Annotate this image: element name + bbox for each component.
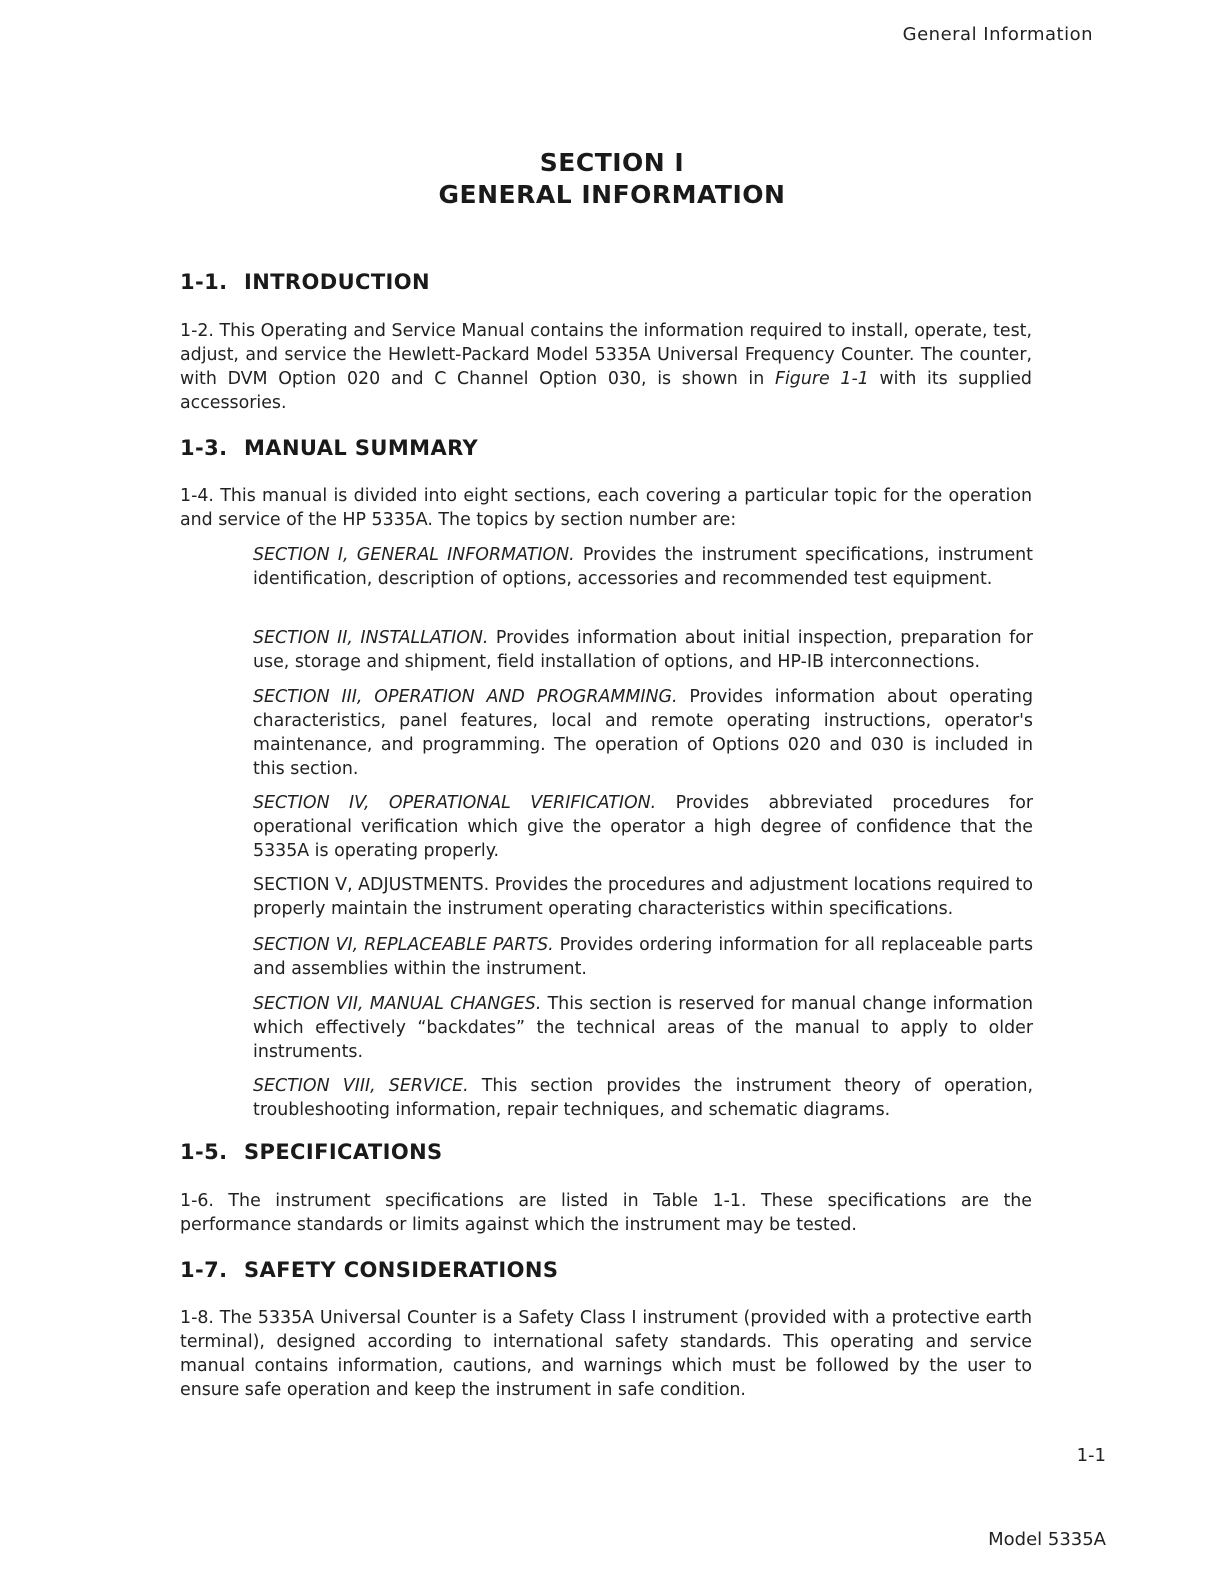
running-header: General Information (902, 24, 1093, 45)
paragraph-1-6: 1-6. The instrument specifications are listed in Table 1-1. These specifications are the performance standards or limits against which the instrument may be tested. (180, 1191, 1032, 1235)
model-footer: Model 5335A (988, 1529, 1106, 1550)
heading-introduction: 1-1. INTRODUCTION (180, 270, 430, 294)
section-title: SECTION I (539, 148, 685, 177)
summary-item: SECTION VI, REPLACEABLE PARTS. Provides ordering information for all replaceable parts and assemblies within the instrument. (253, 935, 1034, 979)
section-subtitle: GENERAL INFORMATION (438, 180, 786, 209)
page-number: 1-1 (1076, 1445, 1106, 1466)
paragraph-1-2: 1-2. This Operating and Service Manual contains the information required to install, operate, test, adjust, and service the Hewlett-Packard Model 5335A Universal Frequency Counter. The counter, with DVM Option 020 and C Channel Option 030, is shown in Figure 1-1 with its supplied accessories. (180, 321, 1032, 413)
summary-item: SECTION VIII, SERVICE. This section provides the instrument theory of operation, troubleshooting information, repair techniques, and schematic diagrams. (253, 1076, 1033, 1120)
figure-reference: Figure 1-1 (774, 369, 869, 389)
summary-item: SECTION III, OPERATION AND PROGRAMMING. Provides information about operating characteristics, panel features, local and remote operating instructions, operator's maintenance, and programming. The operation of Options 020 and 030 is included in this section. (253, 687, 1033, 779)
paragraph-1-4: 1-4. This manual is divided into eight sections, each covering a particular topic for the operation and service of the HP 5335A. The topics by section number are: (180, 486, 1032, 530)
summary-item: SECTION II, INSTALLATION. Provides information about initial inspection, preparation for use, storage and shipment, field installation of options, and HP-IB interconnections. (253, 628, 1033, 672)
summary-item: SECTION VII, MANUAL CHANGES. This section is reserved for manual change information which effectively “backdates” the technical areas of the manual to apply to older instruments. (253, 994, 1033, 1062)
summary-item: SECTION V, ADJUSTMENTS. Provides the procedures and adjustment locations required to properly maintain the instrument operating characteristics within specifications. (253, 875, 1033, 919)
summary-item: SECTION I, GENERAL INFORMATION. Provides the instrument specifications, instrument identification, description of options, accessories and recommended test equipment. (253, 545, 1033, 589)
heading-safety-considerations: 1-7. SAFETY CONSIDERATIONS (180, 1258, 559, 1282)
heading-specifications: 1-5. SPECIFICATIONS (180, 1140, 443, 1164)
heading-manual-summary: 1-3. MANUAL SUMMARY (180, 436, 479, 460)
summary-item: SECTION IV, OPERATIONAL VERIFICATION. Provides abbreviated procedures for operational verification which give the operator a high degree of confidence that the 5335A is operating properly. (253, 793, 1033, 861)
paragraph-1-8: 1-8. The 5335A Universal Counter is a Safety Class I instrument (provided with a protective earth terminal), designed according to international safety standards. This operating and service manual contains information, cautions, and warnings which must be followed by the user to ensure safe operation and keep the instrument in safe condition. (180, 1308, 1032, 1400)
